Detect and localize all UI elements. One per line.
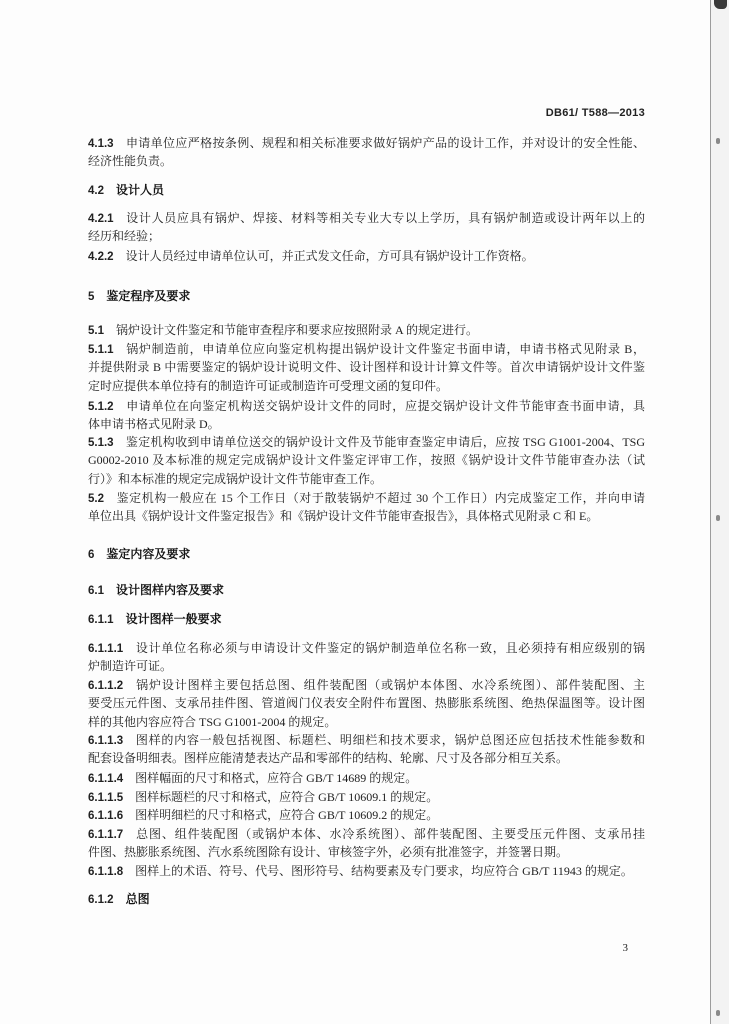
clause-number: 5.1.2: [88, 400, 114, 413]
clause-4-2-2: [88, 247, 645, 266]
clause-6-1-1-3: [88, 731, 645, 768]
clause-number: 6.1.1.6: [88, 809, 124, 822]
heading-text: 设计图样一般要求: [125, 611, 222, 626]
clause-text: 图样明细栏的尺寸和格式，应符合 GB/T 10609.2 的规定。: [135, 807, 439, 822]
clause-text-line: [88, 788, 645, 807]
clause-text: 经济性能负责。: [88, 154, 173, 169]
clause-text-line: [88, 694, 645, 713]
clause-text-line: [88, 247, 645, 266]
scan-edge-mark: [716, 515, 720, 521]
scan-edge-mark: [716, 1010, 720, 1016]
heading-line: [88, 610, 645, 629]
clause-text-line: [88, 843, 645, 862]
clause-text-line: [88, 806, 645, 825]
clause-text: 锅炉设计文件鉴定和节能审查程序和要求应按照附录 A 的规定进行。: [116, 322, 479, 337]
clause-text: 图样标题栏的尺寸和格式，应符合 GB/T 10609.1 的规定。: [135, 789, 439, 804]
clause-text-line: [88, 676, 645, 695]
heading-number: 6.1: [88, 584, 104, 597]
clause-text: 件图、热膨胀系统图、汽水系统图除有设计、审核签字外，必须有批准签字，并签署日期。: [88, 845, 569, 860]
clause-text: 定时应提供本单位持有的制造许可证或制造许可受理文函的复印件。: [88, 378, 449, 393]
clause-text: G0002-2010 及本标准的规定完成锅炉设计文件鉴定评审工作，按照《锅炉设计文件节能审查办法（试: [88, 453, 645, 468]
clause-text: 行）》和本标准的规定完成锅炉设计文件节能审查工作。: [88, 471, 383, 486]
clause-5-1-1: [88, 340, 645, 396]
clause-text-line: [88, 470, 645, 489]
clause-text: 配套设备明细表。图样应能清楚表达产品和零部件的结构、轮廓、尺寸及各部分相互关系。: [88, 751, 569, 766]
heading-line: [88, 181, 645, 200]
scan-edge-strip: [711, 0, 729, 1024]
clause-number: 5.1: [88, 324, 104, 337]
clause-text-line: [88, 825, 645, 844]
clause-number: 6.1.1.1: [88, 642, 124, 655]
heading-line: [88, 287, 645, 306]
clause-number: 5.2: [88, 492, 104, 505]
heading-5: [88, 287, 645, 306]
heading-text: 鉴定内容及要求: [106, 546, 191, 561]
heading-number: 5: [88, 290, 95, 303]
clause-text: 鉴定机构收到申请单位送交的锅炉设计文件及节能审查鉴定申请后，应按 TSG G1001-2004、TSG: [125, 434, 645, 449]
clause-text: 总图、组件装配图（或锅炉本体、水冷系统图）、部件装配图、主要受压元件图、支承吊挂: [135, 826, 645, 841]
clause-text-line: [88, 451, 645, 470]
clause-text: 体申请书格式见附录 D。: [88, 417, 220, 432]
clause-6-1-1-5: [88, 788, 645, 807]
heading-line: [88, 581, 645, 600]
clause-text-line: [88, 397, 645, 416]
heading-number: 4.2: [88, 184, 104, 197]
page-number: 3: [622, 942, 628, 954]
clause-number: 4.1.3: [88, 137, 114, 150]
clause-6-1-1-1: [88, 639, 645, 676]
clause-number: 4.2.2: [88, 250, 114, 263]
standard-code-header: DB61/ T588—2013: [545, 107, 645, 119]
clause-number: 6.1.1.4: [88, 772, 124, 785]
clause-number: 6.1.1.3: [88, 734, 124, 747]
clause-text-line: [88, 134, 645, 153]
clause-text: 图样幅面的尺寸和格式，应符合 GB/T 14689 的规定。: [135, 770, 418, 785]
clause-number: 6.1.1.5: [88, 791, 124, 804]
clause-6-1-1-4: [88, 769, 645, 788]
heading-4-2: [88, 181, 645, 200]
heading-line: [88, 545, 645, 564]
heading-6-1: [88, 581, 645, 600]
clause-text-line: [88, 657, 645, 676]
heading-line: [88, 890, 645, 909]
heading-text: 鉴定程序及要求: [106, 288, 191, 303]
heading-number: 6.1.2: [88, 893, 114, 906]
scan-page-edge: [710, 0, 711, 1024]
clause-text-line: [88, 415, 645, 434]
clause-text: 图样上的术语、符号、代号、图形符号、结构要素及专门要求，均应符合 GB/T 11943 的规定。: [135, 863, 633, 878]
heading-text: 总图: [125, 891, 150, 906]
clause-5-1-2: [88, 397, 645, 434]
clause-text: 申请单位在向鉴定机构送交锅炉设计文件的同时，应提交锅炉设计文件节能审查书面申请，具: [125, 398, 645, 413]
clause-text-line: [88, 639, 645, 658]
clause-text: 锅炉设计图样主要包括总图、组件装配图（或锅炉本体图、水冷系统图）、部件装配图、主: [135, 677, 645, 692]
clause-number: 6.1.1.8: [88, 865, 124, 878]
clause-text: 样的其他内容应符合 TSG G1001-2004 的规定。: [88, 714, 337, 729]
clause-6-1-1-8: [88, 862, 645, 881]
clause-number: 4.2.1: [88, 212, 114, 225]
clause-text-line: [88, 340, 645, 359]
clause-number: 5.1.3: [88, 436, 114, 449]
clause-text: 申请单位应严格按条例、规程和相关标准要求做好锅炉产品的设计工作，并对设计的安全性能、: [125, 135, 645, 150]
heading-text: 设计人员: [116, 182, 165, 197]
clause-6-1-1-7: [88, 825, 645, 862]
clause-text-line: [88, 749, 645, 768]
clause-text-line: [88, 321, 645, 340]
clause-text-line: [88, 489, 645, 508]
heading-6-1-1: [88, 610, 645, 629]
clause-text: 炉制造许可证。: [88, 659, 173, 674]
clause-text-line: [88, 433, 645, 452]
clause-text-line: [88, 209, 645, 228]
clause-text: 并提供附录 B 中需要鉴定的锅炉设计说明文件、设计图样和设计计算文件等。首次申请锅炉设计文件鉴: [88, 360, 645, 375]
scan-corner-mark: [714, 0, 727, 9]
clause-text-line: [88, 152, 645, 171]
clause-text-line: [88, 358, 645, 377]
scan-edge-mark: [716, 138, 720, 144]
heading-number: 6: [88, 548, 95, 561]
clause-text: 要受压元件图、支承吊挂件图、管道阀门仪表安全附件布置图、热膨胀系统图、绝热保温图等。设计图: [88, 696, 645, 711]
clause-4-2-1: [88, 209, 645, 246]
clause-5-2: [88, 489, 645, 526]
clause-text: 单位出具《锅炉设计文件鉴定报告》和《锅炉设计文件节能审查报告》，具体格式见附录 C 和 E。: [88, 509, 599, 524]
clause-text: 设计人员经过申请单位认可，并正式发文任命，方可具有锅炉设计工作资格。: [125, 248, 534, 263]
heading-number: 6.1.1: [88, 613, 114, 626]
clause-text: 图样的内容一般包括视图、标题栏、明细栏和技术要求，锅炉总图还应包括技术性能参数和: [135, 732, 645, 747]
clause-number: 6.1.1.7: [88, 828, 124, 841]
clause-text: 设计人员应具有锅炉、焊接、材料等相关专业大专以上学历，具有锅炉制造或设计两年以上的: [125, 210, 645, 225]
clause-number: 5.1.1: [88, 343, 114, 356]
clause-4-1-3: [88, 134, 645, 171]
heading-text: 设计图样内容及要求: [116, 582, 225, 597]
clause-text: 鉴定机构一般应在 15 个工作日（对于散装锅炉不超过 30 个工作日）内完成鉴定工作，并向申请: [116, 490, 645, 505]
clause-text-line: [88, 731, 645, 750]
heading-6: [88, 545, 645, 564]
clause-text-line: [88, 713, 645, 732]
clause-6-1-1-2: [88, 676, 645, 732]
clause-text-line: [88, 227, 645, 246]
heading-6-1-2: [88, 890, 645, 909]
clause-text-line: [88, 507, 645, 526]
clause-5-1: [88, 321, 645, 340]
clause-text-line: [88, 862, 645, 881]
clause-5-1-3: [88, 433, 645, 489]
clause-text: 经历和经验；: [88, 229, 161, 244]
clause-number: 6.1.1.2: [88, 679, 124, 692]
clause-text-line: [88, 377, 645, 396]
clause-text: 锅炉制造前，申请单位应向鉴定机构提出锅炉设计文件鉴定书面申请，申请书格式见附录 B，: [125, 341, 645, 356]
clause-text: 设计单位名称必须与申请设计文件鉴定的锅炉制造单位名称一致，且必须持有相应级别的锅: [135, 640, 645, 655]
clause-text-line: [88, 769, 645, 788]
clause-6-1-1-6: [88, 806, 645, 825]
